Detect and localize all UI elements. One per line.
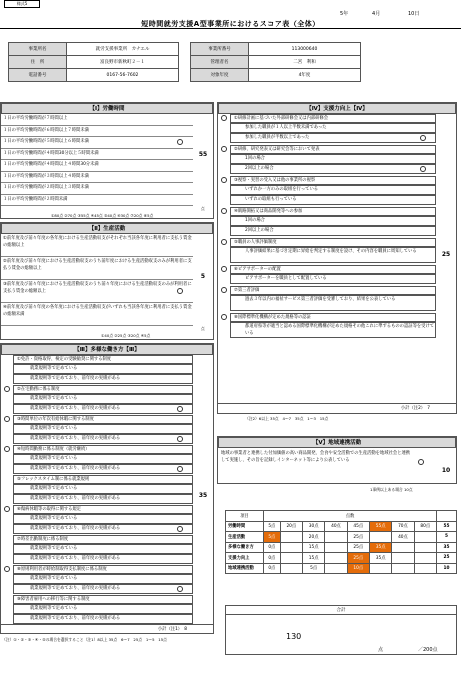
summary-cell bbox=[392, 563, 414, 574]
summary-head-points: 点数 bbox=[264, 511, 437, 522]
working-hours-option[interactable]: １日の平均労働時間が５時間以上６時間未満 bbox=[1, 137, 193, 149]
flexible-work-subitem[interactable]: 就業規則等で定めており、前年度の実績がある bbox=[13, 494, 193, 504]
support-subitem[interactable]: 2回以上の場合 bbox=[230, 164, 436, 174]
summary-cell bbox=[280, 542, 302, 553]
item-check-circle[interactable] bbox=[221, 115, 227, 121]
subitem-circle bbox=[420, 166, 426, 172]
item-check-circle[interactable] bbox=[221, 287, 227, 293]
label-target-year: 対象年度 bbox=[191, 69, 249, 82]
label-phone: 電話番号 bbox=[9, 69, 67, 82]
flexible-work-item-title: ⑦時差出勤制度に係る制度 bbox=[13, 535, 193, 544]
total-unit: 点 bbox=[378, 647, 384, 653]
summary-row-name: 多様な働き方 bbox=[226, 542, 264, 553]
flexible-work-score: 35 bbox=[198, 492, 208, 499]
working-hours-option[interactable]: １日の平均労働時間が４時間30分以上５時間未満 bbox=[1, 149, 193, 161]
summary-cell: 40点 bbox=[392, 532, 414, 543]
flexible-work-subitem[interactable]: 就業規則等で定めている bbox=[13, 604, 193, 614]
flexible-work-item-title: ⑧原則利用者が時給制取得支払制度に係る制度 bbox=[13, 565, 193, 574]
summary-cell bbox=[325, 553, 347, 564]
support-subtotal: 小計（注2） 7 bbox=[218, 403, 456, 413]
community-check-circle[interactable] bbox=[418, 459, 424, 465]
form-tag: 様式5 bbox=[4, 0, 40, 8]
section-title: 【Ⅰ】労働時間 bbox=[1, 103, 213, 114]
subitem-circle bbox=[177, 466, 183, 472]
item-check-circle[interactable] bbox=[4, 506, 10, 512]
title-underline bbox=[0, 28, 461, 29]
facility-info-table bbox=[8, 42, 361, 82]
day-value: 10日 bbox=[408, 11, 420, 17]
month-value: 4月 bbox=[372, 11, 381, 17]
summary-cell bbox=[414, 563, 436, 574]
total-label: 合計 bbox=[226, 606, 456, 615]
summary-cell bbox=[392, 542, 414, 553]
summary-cell: 45点 bbox=[347, 521, 369, 532]
item-check-circle[interactable] bbox=[221, 208, 227, 214]
summary-cell bbox=[414, 532, 436, 543]
summary-head-item: 項目 bbox=[226, 511, 264, 522]
flexible-work-item-title: ①免許・資格取得、検定の受験勧奨に関する制度 bbox=[13, 355, 193, 364]
value-manager: 二宮 利和 bbox=[249, 56, 361, 69]
flexible-work-subtotal: 小計（注1） 8 bbox=[1, 624, 213, 634]
summary-cell: 10点 bbox=[347, 563, 369, 574]
production-option[interactable]: ②前年度及び前々年度における生産活動収支のうち前年度における生産活動収支のみが利用者に支払う賃金の総額以上 bbox=[1, 257, 193, 280]
item-check-circle[interactable] bbox=[4, 416, 10, 422]
support-item-title: ⑦第三者評価 bbox=[230, 286, 436, 295]
support-subitem[interactable]: 都道府県等が適当と認める国際標準化機構が定めた規格その他これに準ずるものの認証等を受けている bbox=[230, 322, 436, 338]
flexible-work-item-title: ②在宅勤務に係る制度 bbox=[13, 385, 193, 394]
support-subitem[interactable]: 参加した職員が１人以上半数未満であった bbox=[230, 123, 436, 133]
section-flexible-work bbox=[0, 343, 214, 634]
score-summary-table bbox=[225, 510, 457, 574]
section-title: 【Ⅲ】多様な働き方【Ⅲ】 bbox=[1, 344, 213, 355]
summary-row-total: 10 bbox=[437, 563, 457, 574]
summary-cell: 35点 bbox=[369, 553, 391, 564]
working-hours-note: ①80点 ②70点 ③55点 ④45点 ⑤40点 ⑥30点 ⑦20点 ⑧5点 bbox=[51, 213, 154, 218]
summary-cell bbox=[280, 563, 302, 574]
flexible-work-subitem[interactable]: 就業規則等で定めており、前年度の実績がある bbox=[13, 374, 193, 384]
label-facility-name: 事業所名 bbox=[9, 43, 67, 56]
community-score: 10 bbox=[441, 467, 451, 474]
selected-circle bbox=[177, 288, 183, 294]
flexible-work-item-title: ⑤フレックスタイム制に係る就業規則 bbox=[13, 475, 193, 484]
production-option[interactable]: ①前年度及び前々年度の各年度における生産活動収支がそれぞれ当該各年度に利用者に支払う賃金の総額以上 bbox=[1, 234, 193, 257]
support-subitem[interactable]: ピアサポーターを職員として配置している bbox=[230, 274, 436, 284]
support-subitem[interactable]: 人事評価結果に基づき定期に昇給を判定する制度を設け、その内容を職員に周知している bbox=[230, 247, 436, 263]
subitem-circle bbox=[177, 406, 183, 412]
support-item-title: ②研修、研究発表又は研究会等において発表 bbox=[230, 145, 436, 154]
flexible-work-subitem[interactable]: 就業規則等で定めている bbox=[13, 424, 193, 434]
item-check-circle[interactable] bbox=[221, 146, 227, 152]
subitem-circle bbox=[177, 526, 183, 532]
summary-cell: 25点 bbox=[347, 542, 369, 553]
flexible-work-subitem[interactable]: 就業規則等で定めている bbox=[13, 574, 193, 584]
flexible-work-item-title: ④短時間勤務に係る制度（就労継続） bbox=[13, 445, 193, 454]
flexible-work-subitem[interactable]: 就業規則等で定めており、前年度の実績がある bbox=[13, 434, 193, 444]
section-production bbox=[0, 222, 214, 340]
working-hours-option[interactable]: １日の平均労働時間が２時間以上３時間未満 bbox=[1, 183, 193, 195]
flexible-work-item-title: ⑥傷病休暇等の取得に関する規定 bbox=[13, 505, 193, 514]
section-working-hours bbox=[0, 102, 214, 219]
score-unit: 点 bbox=[201, 326, 205, 331]
section-title: 【Ⅳ】支援力向上【Ⅳ】 bbox=[218, 103, 456, 114]
summary-cell bbox=[414, 542, 436, 553]
item-check-circle[interactable] bbox=[221, 177, 227, 183]
total-box bbox=[225, 605, 457, 655]
community-text: 地域の事業者と連携した付加価値の高い商品開発、会食や安全活動での生産活動を地域社会と連携して実施し、その旨を記録しインターネット等により公表している bbox=[221, 451, 411, 463]
summary-row-name: 地域連携活動 bbox=[226, 563, 264, 574]
summary-row-total: 5 bbox=[437, 532, 457, 543]
value-facility-number: 113000640 bbox=[249, 43, 361, 56]
summary-row-1 bbox=[226, 532, 457, 543]
section-title: 【Ⅱ】生産活動 bbox=[1, 223, 213, 234]
summary-cell: 15点 bbox=[302, 542, 324, 553]
section-support-improvement bbox=[217, 102, 457, 414]
summary-cell: 80点 bbox=[414, 521, 436, 532]
summary-cell: 5点 bbox=[264, 532, 281, 543]
summary-cell bbox=[325, 542, 347, 553]
summary-cell bbox=[280, 553, 302, 564]
flexible-work-subitem[interactable]: 就業規則等で定めている bbox=[13, 394, 193, 404]
summary-cell: 20点 bbox=[280, 521, 302, 532]
flexible-work-note: （注）①・②・③・④・⑤の場合を選択すること（注1）8以上 35点 6～7 25点 1～5 15点 bbox=[2, 637, 167, 642]
support-subitem[interactable]: 2回以上の場合 bbox=[230, 226, 436, 236]
item-check-circle[interactable] bbox=[221, 266, 227, 272]
item-check-circle[interactable] bbox=[221, 239, 227, 245]
summary-cell bbox=[369, 563, 391, 574]
summary-row-0 bbox=[226, 521, 457, 532]
summary-row-total: 25 bbox=[437, 553, 457, 564]
flexible-work-subitem[interactable]: 就業規則等で定めている bbox=[13, 544, 193, 554]
production-option[interactable]: ③前年度及び前々年度における生産活動収支のうち前々年度における生産活動収支のみが利用者に支払う賃金の総額以上 bbox=[1, 280, 193, 303]
support-subitem[interactable]: いずれの取組も行っている bbox=[230, 195, 436, 205]
summary-row-name: 生産活動 bbox=[226, 532, 264, 543]
page-title: 短時間就労支援A型事業所におけるスコア表（全体） bbox=[141, 20, 320, 28]
summary-cell: 30点 bbox=[302, 521, 324, 532]
summary-row-total: 55 bbox=[437, 521, 457, 532]
support-subitem[interactable]: 過去３年以内の福祉サービス第三者評価を受審しており、結果を公表している bbox=[230, 295, 436, 311]
subitem-circle bbox=[177, 436, 183, 442]
support-item-title: ③視察・実習の受入又は他の事業所の視察 bbox=[230, 176, 436, 185]
value-phone: 0167-56-7602 bbox=[67, 69, 179, 82]
summary-row-name: 支援力向上 bbox=[226, 553, 264, 564]
value-target-year: 4年度 bbox=[249, 69, 361, 82]
summary-cell: 0点 bbox=[264, 542, 281, 553]
flexible-work-subitem[interactable]: 就業規則等で定めており、前年度の実績がある bbox=[13, 404, 193, 414]
subitem-circle bbox=[420, 135, 426, 141]
summary-row-4 bbox=[226, 563, 457, 574]
section-community bbox=[217, 436, 457, 484]
flexible-work-subitem[interactable]: 就業規則等で定めている bbox=[13, 454, 193, 464]
working-hours-option[interactable]: １日の平均労働時間が２時間未満 bbox=[1, 195, 193, 207]
summary-cell bbox=[414, 553, 436, 564]
summary-cell bbox=[369, 532, 391, 543]
summary-cell: 5点 bbox=[302, 563, 324, 574]
summary-cell: 55点 bbox=[369, 521, 391, 532]
summary-cell: 70点 bbox=[392, 521, 414, 532]
summary-cell: 40点 bbox=[325, 521, 347, 532]
working-hours-option[interactable]: １日の平均労働時間が３時間以上４時間未満 bbox=[1, 172, 193, 184]
flexible-work-subitem[interactable]: 就業規則等で定めている bbox=[13, 514, 193, 524]
item-check-circle[interactable] bbox=[4, 386, 10, 392]
working-hours-option[interactable]: １日の平均労働時間が４時間以上４時間30分未満 bbox=[1, 160, 193, 172]
label-manager: 管理者名 bbox=[191, 56, 249, 69]
summary-cell: 5点 bbox=[264, 521, 281, 532]
value-facility-name: 就労支援事業所 カナエル bbox=[67, 43, 179, 56]
support-subitem[interactable]: いずれか一方のみの取組を行っている bbox=[230, 185, 436, 195]
score-unit: 点 bbox=[201, 206, 205, 211]
total-max: ／200点 bbox=[418, 647, 438, 653]
summary-row-3 bbox=[226, 553, 457, 564]
flexible-work-item-title: ③時間単位の年次有給休暇に関する制度 bbox=[13, 415, 193, 424]
year-value: 5年 bbox=[340, 11, 349, 17]
summary-cell bbox=[325, 563, 347, 574]
support-item-title: ⑧国際標準化機構が定めた規格等の認証 bbox=[230, 313, 436, 322]
section-title: 【Ⅴ】地域連携活動 bbox=[218, 437, 456, 448]
working-hours-option[interactable]: １日の平均労働時間が７時間以上 bbox=[1, 114, 193, 126]
summary-row-name: 労働時間 bbox=[226, 521, 264, 532]
support-item-title: ④販路開拓又は商品開発等への参加 bbox=[230, 207, 436, 216]
working-hours-option[interactable]: １日の平均労働時間が６時間以上７時間未満 bbox=[1, 126, 193, 138]
production-score: 5 bbox=[200, 273, 206, 280]
summary-cell bbox=[325, 532, 347, 543]
summary-cell: 0点 bbox=[264, 553, 281, 564]
summary-cell: 25点 bbox=[347, 553, 369, 564]
support-subitem[interactable]: 1回の場合 bbox=[230, 154, 436, 164]
support-subitem[interactable]: 参加した職員が半数以上であった bbox=[230, 133, 436, 143]
subitem-circle bbox=[177, 586, 183, 592]
summary-cell: 20点 bbox=[302, 532, 324, 543]
selected-circle bbox=[177, 139, 183, 145]
flexible-work-subitem[interactable]: 就業規則等で定めており、前年度の実績がある bbox=[13, 524, 193, 534]
item-check-circle[interactable] bbox=[4, 566, 10, 572]
flexible-work-subitem[interactable]: 就業規則等で定めており、前年度の実績がある bbox=[13, 464, 193, 474]
support-note: （注2）6以上 35点 4～7 35点 1～3 15点 bbox=[245, 416, 329, 421]
flexible-work-subitem[interactable]: 就業規則等で定めており、前年度の実績がある bbox=[13, 554, 193, 564]
support-item-title: ①研修計画に基づいた外部研修会又は内部研修会 bbox=[230, 114, 436, 123]
flexible-work-subitem[interactable]: 就業規則等で定めている bbox=[13, 364, 193, 374]
flexible-work-subitem[interactable]: 就業規則等で定めている bbox=[13, 484, 193, 494]
flexible-work-subitem[interactable]: 就業規則等で定めており、前年度の実績がある bbox=[13, 614, 193, 624]
support-score: 25 bbox=[441, 251, 451, 258]
support-subitem[interactable]: 1回の場合 bbox=[230, 216, 436, 226]
summary-cell: 25点 bbox=[347, 532, 369, 543]
total-value: 130 bbox=[286, 632, 302, 641]
production-option[interactable]: ④前年度及び前々年度の各年度における生産活動収支がいずれも当該各年度に利用者に支払う賃金の総額未満 bbox=[1, 303, 193, 326]
support-item-title: ⑥ピアサポーターの配置 bbox=[230, 265, 436, 274]
summary-cell: 35点 bbox=[369, 542, 391, 553]
production-note: ①40点 ②25点 ③20点 ④5点 bbox=[101, 333, 151, 338]
summary-cell: 15点 bbox=[302, 553, 324, 564]
working-hours-score: 55 bbox=[198, 151, 208, 158]
flexible-work-subitem[interactable]: 就業規則等で定めており、前年度の実績がある bbox=[13, 584, 193, 594]
summary-cell bbox=[280, 532, 302, 543]
support-item-title: ⑤職員の人事評価制度 bbox=[230, 238, 436, 247]
value-address: 富良野市新秋町２－１ bbox=[67, 56, 179, 69]
community-note: 1事例以上ある場合 10点 bbox=[370, 487, 413, 492]
summary-row-total: 35 bbox=[437, 542, 457, 553]
label-address: 住 所 bbox=[9, 56, 67, 69]
summary-cell bbox=[392, 553, 414, 564]
item-check-circle[interactable] bbox=[221, 314, 227, 320]
summary-row-2 bbox=[226, 542, 457, 553]
item-check-circle[interactable] bbox=[4, 446, 10, 452]
flexible-work-item-title: ⑨障害者雇用への移行等に関する制度 bbox=[13, 595, 193, 604]
label-facility-number: 事業所番号 bbox=[191, 43, 249, 56]
summary-cell: 0点 bbox=[264, 563, 281, 574]
